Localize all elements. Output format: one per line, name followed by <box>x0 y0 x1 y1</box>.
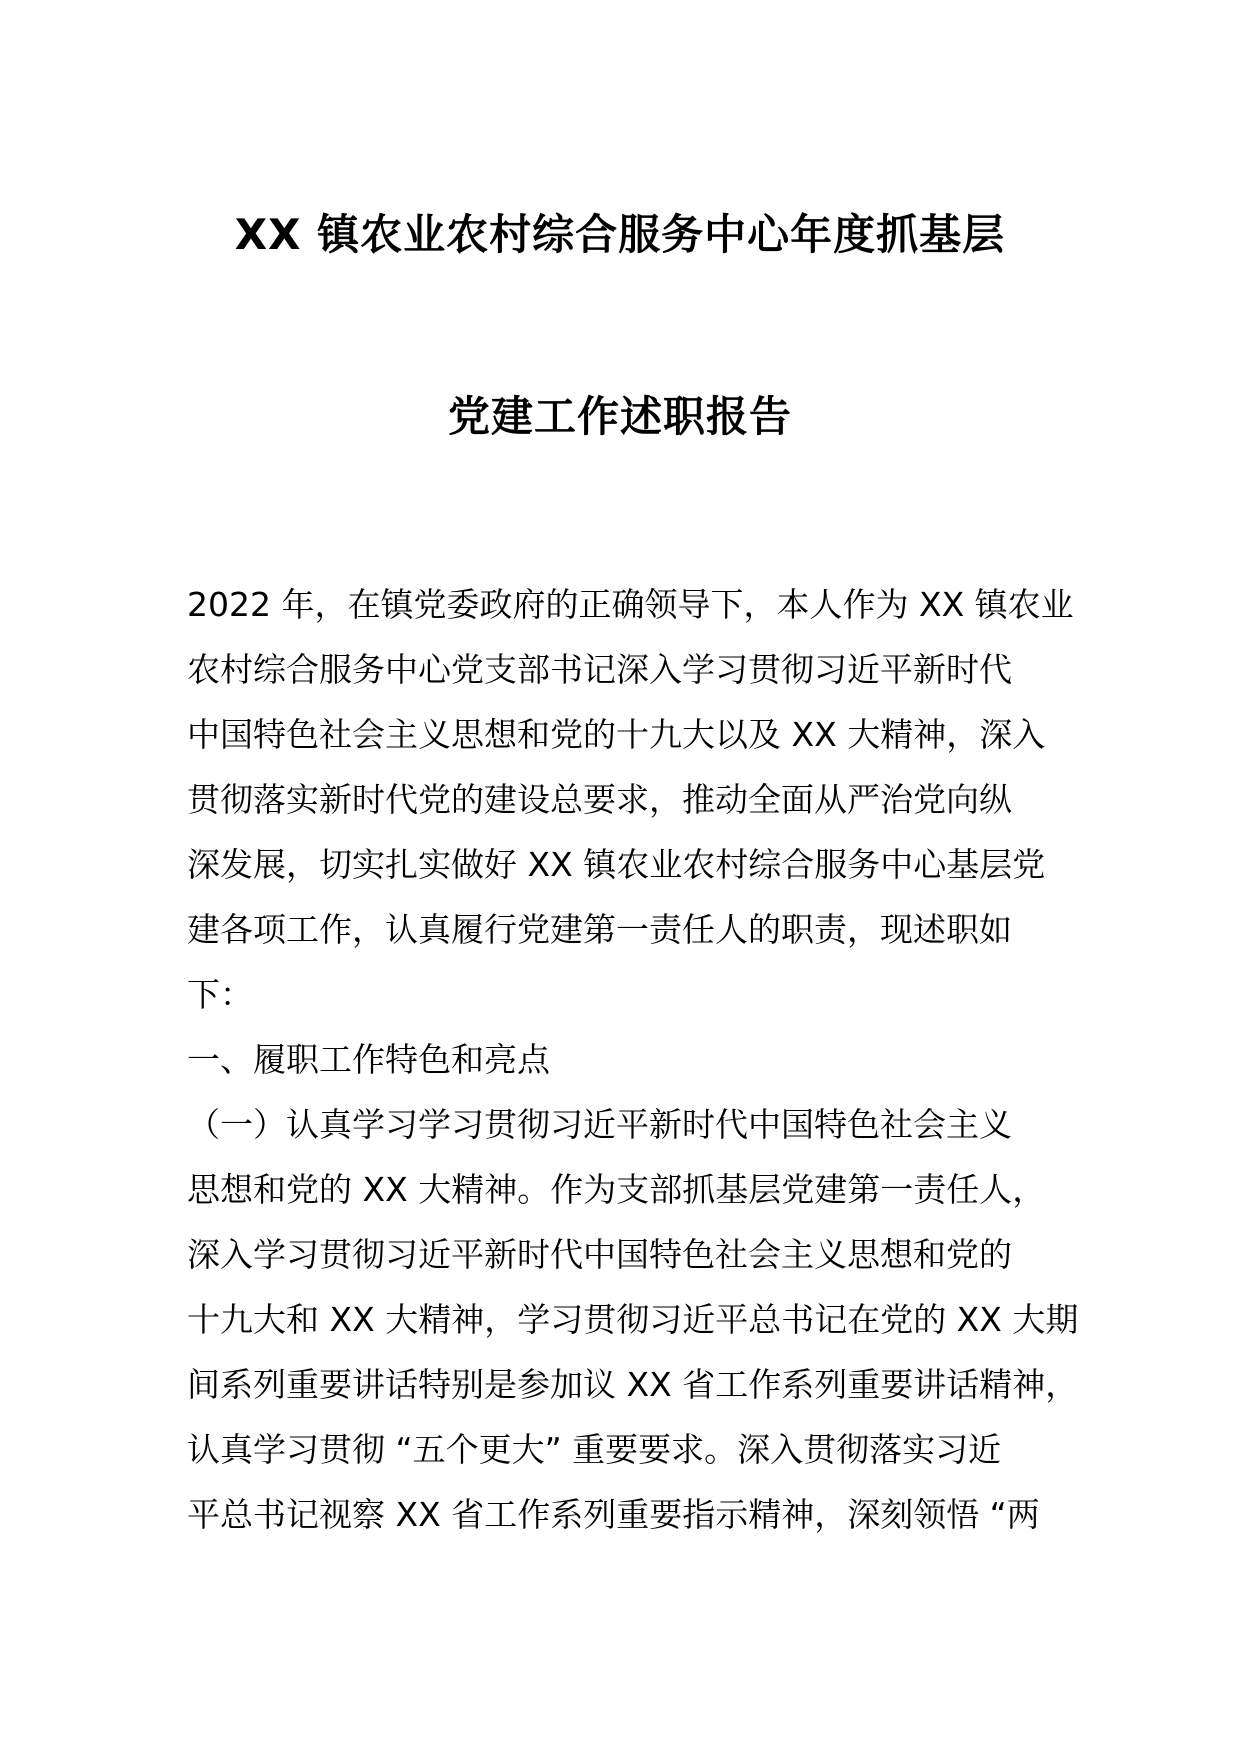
body-line: 中国特色社会主义思想和党的十九大以及 XX 大精神，深入 <box>187 715 1046 754</box>
body-line: 深入学习贯彻习近平新时代中国特色社会主义思想和党的 <box>187 1235 1012 1274</box>
document-title-line-1: XX 镇农业农村综合服务中心年度抓基层 <box>234 210 1006 259</box>
body-line: 2022 年，在镇党委政府的正确领导下，本人作为 XX 镇农业 <box>187 585 1074 624</box>
section-heading: 一、履职工作特色和亮点 <box>187 1040 550 1079</box>
body-line: 思想和党的 XX 大精神。作为支部抓基层党建第一责任人， <box>187 1170 1046 1209</box>
body-line: 建各项工作，认真履行党建第一责任人的职责，现述职如 <box>187 910 1012 949</box>
body-line: 下： <box>187 975 253 1014</box>
body-line: 深发展，切实扎实做好 XX 镇农业农村综合服务中心基层党 <box>187 845 1046 884</box>
body-line: 认真学习贯彻 “五个更大” 重要要求。深入贯彻落实习近 <box>187 1430 1002 1469</box>
body-line: 农村综合服务中心党支部书记深入学习贯彻习近平新时代 <box>187 650 1012 689</box>
body-line: 间系列重要讲话特别是参加议 XX 省工作系列重要讲话精神， <box>187 1365 1079 1404</box>
document-title-line-2: 党建工作述职报告 <box>447 392 792 441</box>
document-body <box>187 572 1087 1547</box>
body-line: 十九大和 XX 大精神，学习贯彻习近平总书记在党的 XX 大期 <box>187 1300 1079 1339</box>
subsection-heading: （一）认真学习学习贯彻习近平新时代中国特色社会主义 <box>187 1105 1012 1144</box>
body-line: 贯彻落实新时代党的建设总要求，推动全面从严治党向纵 <box>187 780 1012 819</box>
body-line: 平总书记视察 XX 省工作系列重要指示精神，深刻领悟 “两 <box>187 1495 1040 1534</box>
